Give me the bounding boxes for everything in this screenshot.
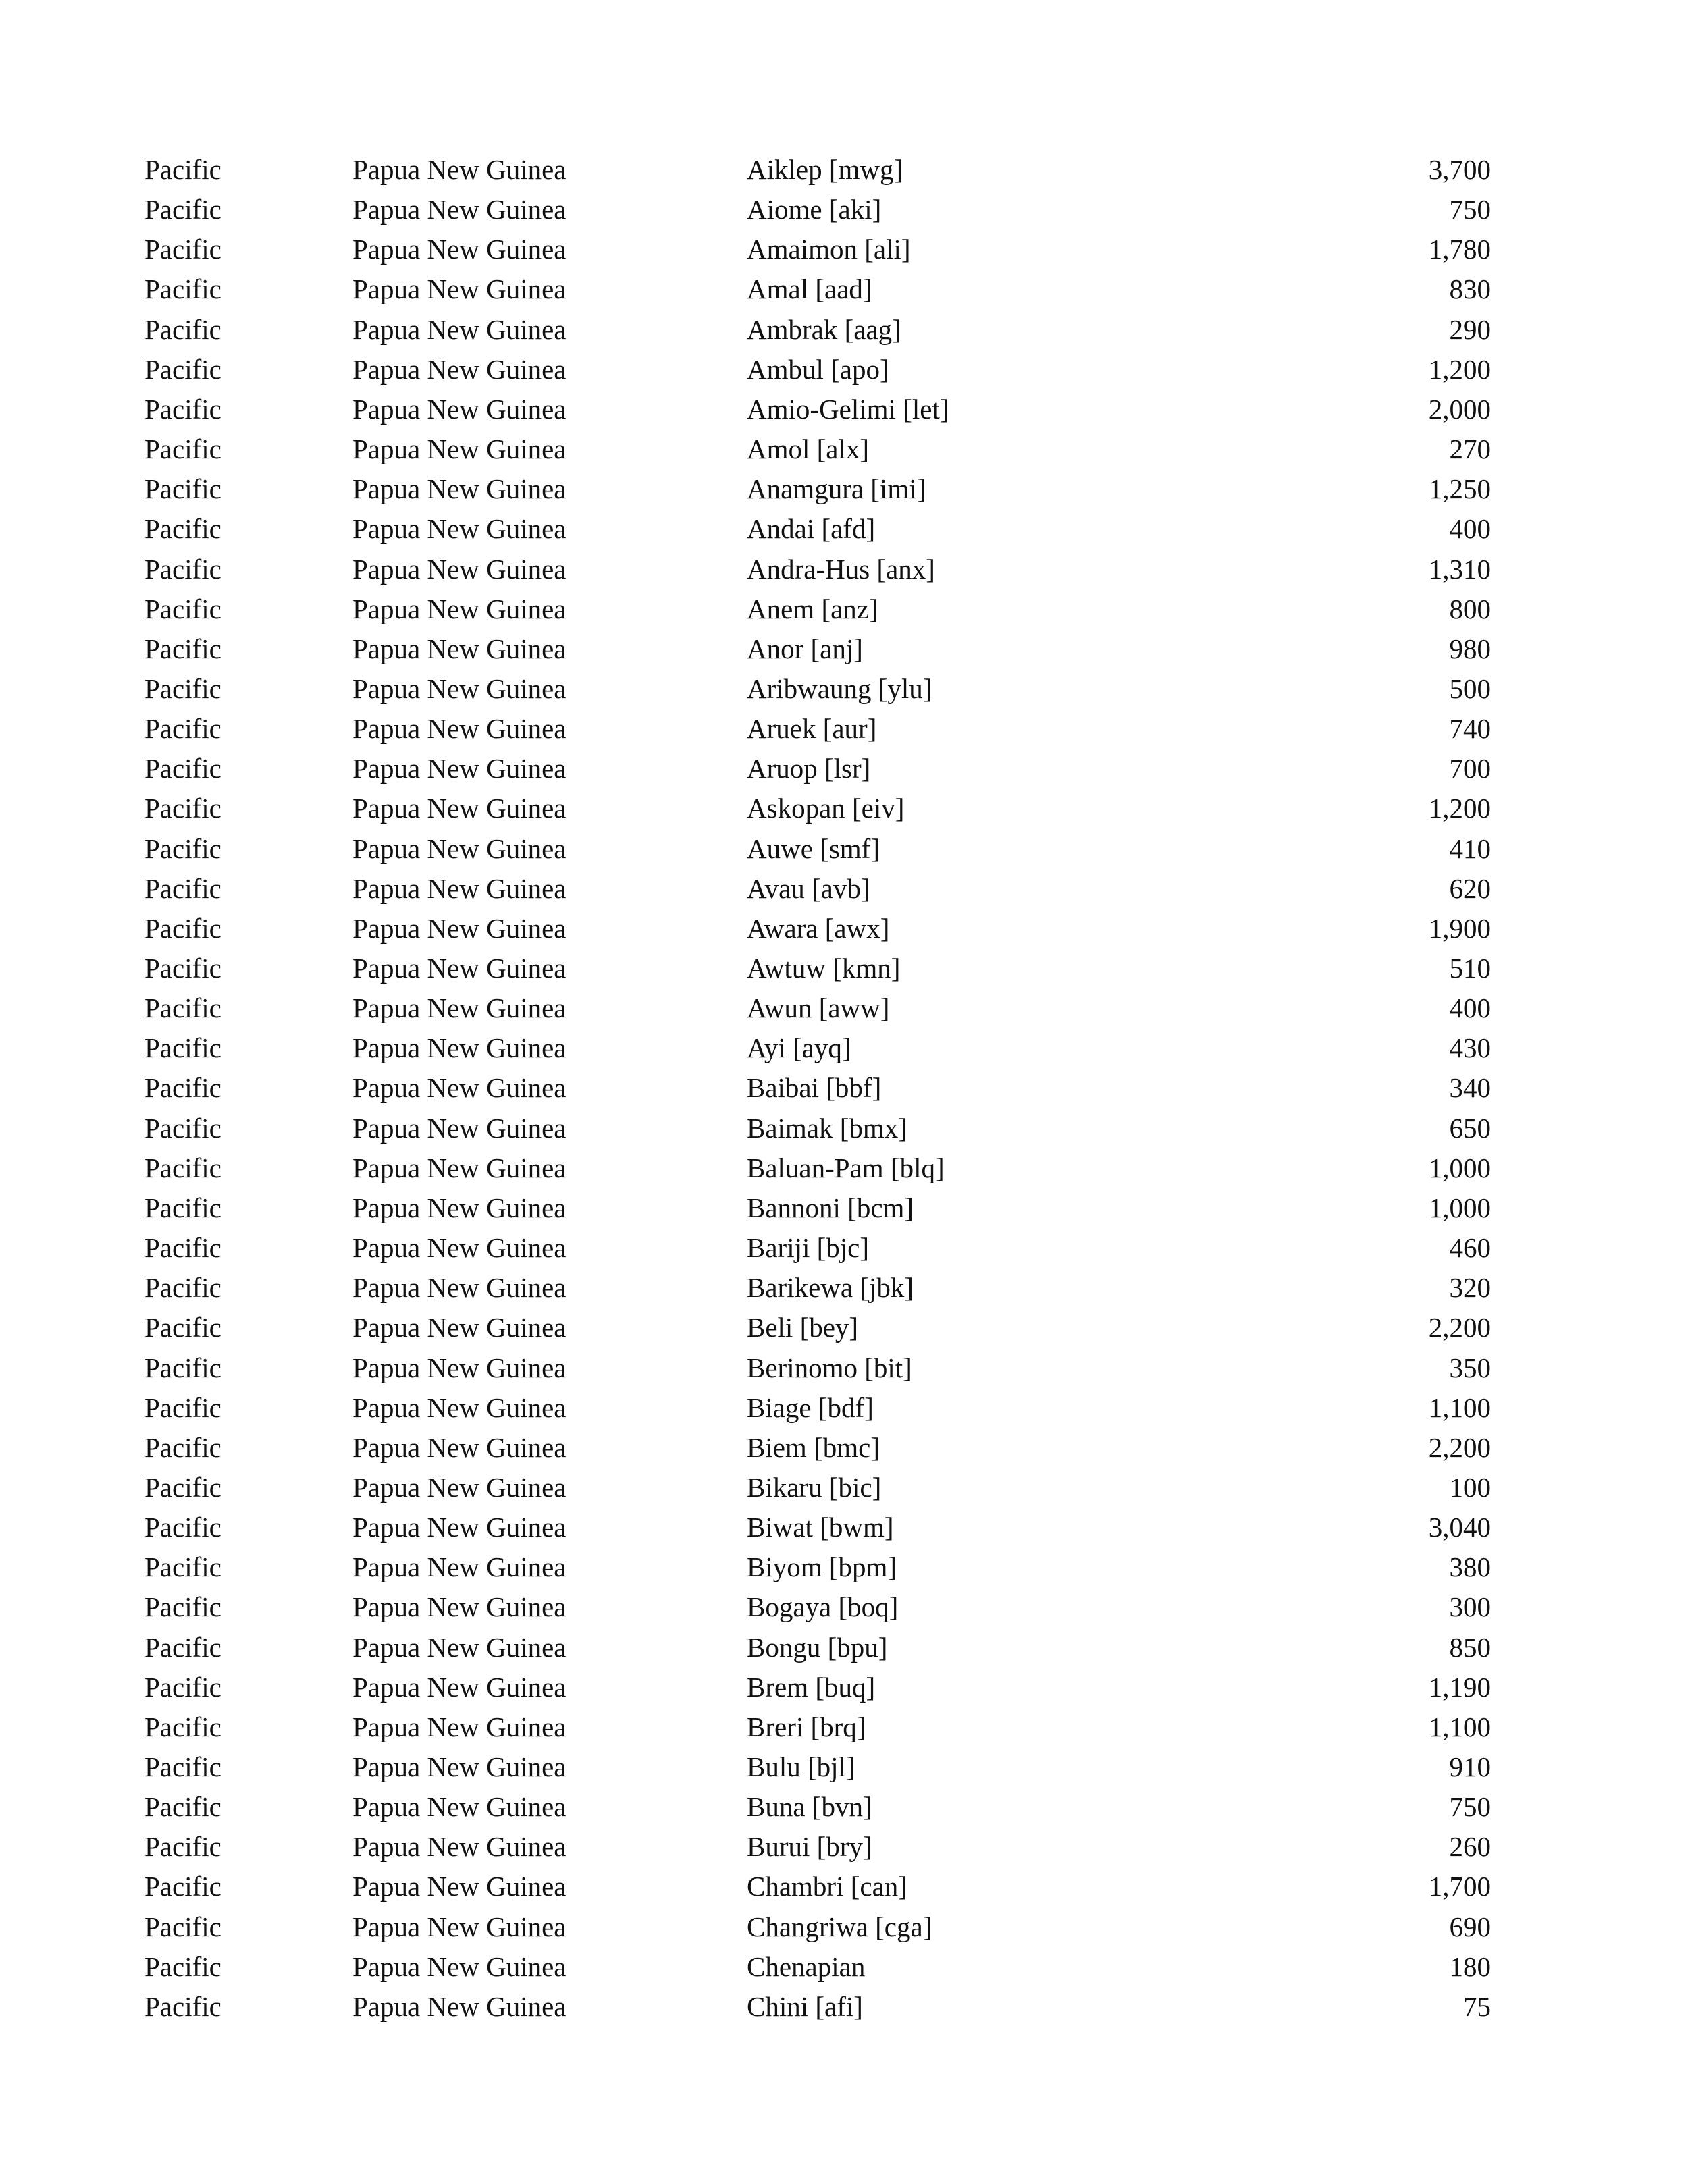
population-cell: 750 <box>1449 194 1491 225</box>
table-row <box>0 150 1688 190</box>
population-cell: 980 <box>1449 633 1491 664</box>
country-cell: Papua New Guinea <box>352 593 566 624</box>
region-cell: Pacific <box>144 833 221 864</box>
population-cell: 340 <box>1449 1072 1491 1103</box>
population-cell: 290 <box>1449 314 1491 345</box>
population-cell: 1,100 <box>1428 1711 1491 1742</box>
population-cell: 180 <box>1449 1951 1491 1982</box>
country-cell: Papua New Guinea <box>352 314 566 345</box>
population-cell: 1,200 <box>1428 793 1491 824</box>
country-cell: Papua New Guinea <box>352 1352 566 1383</box>
language-cell: Burui [bry] <box>747 1831 872 1862</box>
table-row <box>0 1348 1688 1388</box>
country-cell: Papua New Guinea <box>352 633 566 664</box>
country-cell: Papua New Guinea <box>352 713 566 744</box>
language-cell: Amaimon [ali] <box>747 234 911 265</box>
language-cell: Biem [bmc] <box>747 1432 880 1463</box>
table-row <box>0 390 1688 429</box>
country-cell: Papua New Guinea <box>352 913 566 944</box>
country-cell: Papua New Guinea <box>352 1911 566 1942</box>
population-cell: 1,250 <box>1428 473 1491 504</box>
language-cell: Baluan-Pam [blq] <box>747 1152 945 1183</box>
language-cell: Ambul [apo] <box>747 354 889 385</box>
country-cell: Papua New Guinea <box>352 1032 566 1063</box>
region-cell: Pacific <box>144 1871 221 1902</box>
region-cell: Pacific <box>144 793 221 824</box>
table-row <box>0 1668 1688 1707</box>
language-cell: Berinomo [bit] <box>747 1352 912 1383</box>
table-row <box>0 869 1688 909</box>
country-cell: Papua New Guinea <box>352 1472 566 1503</box>
language-cell: Biwat [bwm] <box>747 1512 894 1543</box>
country-cell: Papua New Guinea <box>352 1113 566 1144</box>
table-row <box>0 1109 1688 1148</box>
language-cell: Breri [brq] <box>747 1711 866 1742</box>
language-cell: Anamgura [imi] <box>747 473 926 504</box>
country-cell: Papua New Guinea <box>352 554 566 585</box>
country-cell: Papua New Guinea <box>352 1991 566 2022</box>
language-cell: Bulu [bjl] <box>747 1751 855 1782</box>
country-cell: Papua New Guinea <box>352 1871 566 1902</box>
region-cell: Pacific <box>144 554 221 585</box>
country-cell: Papua New Guinea <box>352 1672 566 1703</box>
table-row <box>0 469 1688 509</box>
region-cell: Pacific <box>144 1711 221 1742</box>
language-cell: Aiklep [mwg] <box>747 154 903 185</box>
language-cell: Aruop [lsr] <box>747 753 871 784</box>
region-cell: Pacific <box>144 992 221 1023</box>
population-cell: 650 <box>1449 1113 1491 1144</box>
language-cell: Biyom [bpm] <box>747 1551 897 1582</box>
country-cell: Papua New Guinea <box>352 1551 566 1582</box>
table-row <box>0 988 1688 1028</box>
language-cell: Baimak [bmx] <box>747 1113 907 1144</box>
table-row <box>0 589 1688 629</box>
population-cell: 1,200 <box>1428 354 1491 385</box>
table-row <box>0 1308 1688 1348</box>
country-cell: Papua New Guinea <box>352 953 566 984</box>
population-cell: 1,700 <box>1428 1871 1491 1902</box>
table-row <box>0 949 1688 988</box>
table-row <box>0 1188 1688 1228</box>
table-row <box>0 1428 1688 1468</box>
region-cell: Pacific <box>144 354 221 385</box>
country-cell: Papua New Guinea <box>352 234 566 265</box>
language-cell: Andai [afd] <box>747 513 876 544</box>
region-cell: Pacific <box>144 913 221 944</box>
language-cell: Avau [avb] <box>747 873 870 904</box>
table-row <box>0 1508 1688 1547</box>
country-cell: Papua New Guinea <box>352 154 566 185</box>
country-cell: Papua New Guinea <box>352 793 566 824</box>
region-cell: Pacific <box>144 154 221 185</box>
country-cell: Papua New Guinea <box>352 354 566 385</box>
table-row <box>0 1907 1688 1947</box>
country-cell: Papua New Guinea <box>352 1192 566 1223</box>
region-cell: Pacific <box>144 1672 221 1703</box>
population-cell: 700 <box>1449 753 1491 784</box>
country-cell: Papua New Guinea <box>352 1751 566 1782</box>
table-row <box>0 709 1688 749</box>
region-cell: Pacific <box>144 194 221 225</box>
table-row <box>0 829 1688 869</box>
table-row <box>0 429 1688 469</box>
country-cell: Papua New Guinea <box>352 753 566 784</box>
country-cell: Papua New Guinea <box>352 1432 566 1463</box>
language-cell: Ambrak [aag] <box>747 314 901 345</box>
region-cell: Pacific <box>144 394 221 425</box>
language-cell: Aruek [aur] <box>747 713 877 744</box>
language-cell: Andra-Hus [anx] <box>747 554 935 585</box>
country-cell: Papua New Guinea <box>352 873 566 904</box>
country-cell: Papua New Guinea <box>352 1951 566 1982</box>
population-cell: 2,200 <box>1428 1432 1491 1463</box>
population-cell: 1,000 <box>1428 1192 1491 1223</box>
country-cell: Papua New Guinea <box>352 1312 566 1343</box>
language-cell: Buna [bvn] <box>747 1791 872 1822</box>
table-row <box>0 789 1688 828</box>
population-cell: 690 <box>1449 1911 1491 1942</box>
region-cell: Pacific <box>144 1591 221 1622</box>
population-cell: 2,000 <box>1428 394 1491 425</box>
population-cell: 1,780 <box>1428 234 1491 265</box>
region-cell: Pacific <box>144 234 221 265</box>
table-row <box>0 1268 1688 1308</box>
table-row <box>0 1707 1688 1747</box>
table-row <box>0 629 1688 669</box>
table-row <box>0 1468 1688 1508</box>
region-cell: Pacific <box>144 1472 221 1503</box>
population-cell: 260 <box>1449 1831 1491 1862</box>
region-cell: Pacific <box>144 1392 221 1423</box>
language-cell: Anem [anz] <box>747 593 878 624</box>
language-cell: Bikaru [bic] <box>747 1472 882 1503</box>
region-cell: Pacific <box>144 1032 221 1063</box>
language-cell: Aribwaung [ylu] <box>747 673 932 704</box>
language-cell: Chini [afi] <box>747 1991 863 2022</box>
table-row <box>0 1987 1688 2027</box>
population-cell: 3,040 <box>1428 1512 1491 1543</box>
population-cell: 1,000 <box>1428 1152 1491 1183</box>
region-cell: Pacific <box>144 1352 221 1383</box>
region-cell: Pacific <box>144 1192 221 1223</box>
population-cell: 270 <box>1449 433 1491 464</box>
population-cell: 850 <box>1449 1632 1491 1663</box>
country-cell: Papua New Guinea <box>352 1791 566 1822</box>
region-cell: Pacific <box>144 1951 221 1982</box>
language-cell: Amio-Gelimi [let] <box>747 394 949 425</box>
population-cell: 1,900 <box>1428 913 1491 944</box>
population-cell: 75 <box>1463 1991 1491 2022</box>
language-cell: Beli [bey] <box>747 1312 859 1343</box>
country-cell: Papua New Guinea <box>352 1632 566 1663</box>
table-row <box>0 230 1688 269</box>
table-row <box>0 1148 1688 1188</box>
country-cell: Papua New Guinea <box>352 1072 566 1103</box>
region-cell: Pacific <box>144 314 221 345</box>
population-cell: 400 <box>1449 992 1491 1023</box>
region-cell: Pacific <box>144 633 221 664</box>
population-cell: 800 <box>1449 593 1491 624</box>
population-cell: 500 <box>1449 673 1491 704</box>
country-cell: Papua New Guinea <box>352 833 566 864</box>
region-cell: Pacific <box>144 1831 221 1862</box>
region-cell: Pacific <box>144 1911 221 1942</box>
region-cell: Pacific <box>144 513 221 544</box>
population-cell: 100 <box>1449 1472 1491 1503</box>
language-cell: Ayi [ayq] <box>747 1032 851 1063</box>
country-cell: Papua New Guinea <box>352 992 566 1023</box>
language-cell: Bannoni [bcm] <box>747 1192 914 1223</box>
population-cell: 430 <box>1449 1032 1491 1063</box>
table-row <box>0 269 1688 309</box>
region-cell: Pacific <box>144 1232 221 1263</box>
table-row <box>0 350 1688 390</box>
table-row <box>0 1547 1688 1587</box>
population-cell: 910 <box>1449 1751 1491 1782</box>
country-cell: Papua New Guinea <box>352 1591 566 1622</box>
country-cell: Papua New Guinea <box>352 1272 566 1303</box>
population-cell: 1,100 <box>1428 1392 1491 1423</box>
table-row <box>0 190 1688 230</box>
country-cell: Papua New Guinea <box>352 433 566 464</box>
table-row <box>0 1388 1688 1428</box>
region-cell: Pacific <box>144 1432 221 1463</box>
language-cell: Changriwa [cga] <box>747 1911 932 1942</box>
population-cell: 510 <box>1449 953 1491 984</box>
language-cell: Anor [anj] <box>747 633 863 664</box>
language-cell: Askopan [eiv] <box>747 793 905 824</box>
table-row <box>0 1587 1688 1627</box>
population-cell: 400 <box>1449 513 1491 544</box>
table-row <box>0 1787 1688 1827</box>
region-cell: Pacific <box>144 1991 221 2022</box>
table-row <box>0 749 1688 789</box>
population-cell: 750 <box>1449 1791 1491 1822</box>
region-cell: Pacific <box>144 473 221 504</box>
region-cell: Pacific <box>144 873 221 904</box>
country-cell: Papua New Guinea <box>352 273 566 304</box>
region-cell: Pacific <box>144 713 221 744</box>
language-cell: Awara [awx] <box>747 913 890 944</box>
language-cell: Bongu [bpu] <box>747 1632 888 1663</box>
country-cell: Papua New Guinea <box>352 1711 566 1742</box>
region-cell: Pacific <box>144 1152 221 1183</box>
table-row <box>0 509 1688 549</box>
region-cell: Pacific <box>144 593 221 624</box>
country-cell: Papua New Guinea <box>352 513 566 544</box>
region-cell: Pacific <box>144 1791 221 1822</box>
region-cell: Pacific <box>144 953 221 984</box>
population-cell: 410 <box>1449 833 1491 864</box>
region-cell: Pacific <box>144 433 221 464</box>
region-cell: Pacific <box>144 1632 221 1663</box>
language-cell: Awun [aww] <box>747 992 890 1023</box>
language-cell: Auwe [smf] <box>747 833 880 864</box>
table-row <box>0 1028 1688 1068</box>
table-row <box>0 1628 1688 1668</box>
language-cell: Barikewa [jbk] <box>747 1272 914 1303</box>
country-cell: Papua New Guinea <box>352 673 566 704</box>
population-cell: 620 <box>1449 873 1491 904</box>
table-row <box>0 1947 1688 1987</box>
region-cell: Pacific <box>144 1551 221 1582</box>
table-row <box>0 550 1688 589</box>
language-cell: Amol [alx] <box>747 433 870 464</box>
population-cell: 1,310 <box>1428 554 1491 585</box>
language-cell: Chambri [can] <box>747 1871 907 1902</box>
region-cell: Pacific <box>144 753 221 784</box>
region-cell: Pacific <box>144 1113 221 1144</box>
region-cell: Pacific <box>144 1272 221 1303</box>
table-row <box>0 1747 1688 1787</box>
language-cell: Amal [aad] <box>747 273 872 304</box>
language-cell: Chenapian <box>747 1951 866 1982</box>
population-cell: 2,200 <box>1428 1312 1491 1343</box>
table-row <box>0 1228 1688 1268</box>
language-cell: Baibai [bbf] <box>747 1072 882 1103</box>
country-cell: Papua New Guinea <box>352 1232 566 1263</box>
region-cell: Pacific <box>144 273 221 304</box>
table-row <box>0 669 1688 709</box>
country-cell: Papua New Guinea <box>352 394 566 425</box>
region-cell: Pacific <box>144 1512 221 1543</box>
table-row <box>0 1867 1688 1907</box>
population-cell: 320 <box>1449 1272 1491 1303</box>
language-cell: Aiome [aki] <box>747 194 882 225</box>
population-cell: 3,700 <box>1428 154 1491 185</box>
language-cell: Brem [buq] <box>747 1672 876 1703</box>
region-cell: Pacific <box>144 1751 221 1782</box>
language-cell: Bogaya [boq] <box>747 1591 899 1622</box>
country-cell: Papua New Guinea <box>352 473 566 504</box>
region-cell: Pacific <box>144 1072 221 1103</box>
region-cell: Pacific <box>144 673 221 704</box>
population-cell: 350 <box>1449 1352 1491 1383</box>
population-cell: 740 <box>1449 713 1491 744</box>
region-cell: Pacific <box>144 1312 221 1343</box>
population-cell: 380 <box>1449 1551 1491 1582</box>
language-cell: Awtuw [kmn] <box>747 953 901 984</box>
population-cell: 460 <box>1449 1232 1491 1263</box>
population-cell: 830 <box>1449 273 1491 304</box>
country-cell: Papua New Guinea <box>352 1831 566 1862</box>
table-row <box>0 310 1688 350</box>
language-cell: Bariji [bjc] <box>747 1232 870 1263</box>
country-cell: Papua New Guinea <box>352 194 566 225</box>
country-cell: Papua New Guinea <box>352 1512 566 1543</box>
country-cell: Papua New Guinea <box>352 1152 566 1183</box>
population-cell: 300 <box>1449 1591 1491 1622</box>
population-cell: 1,190 <box>1428 1672 1491 1703</box>
table-row <box>0 1068 1688 1108</box>
language-cell: Biage [bdf] <box>747 1392 874 1423</box>
table-row <box>0 909 1688 949</box>
table-row <box>0 1827 1688 1867</box>
country-cell: Papua New Guinea <box>352 1392 566 1423</box>
